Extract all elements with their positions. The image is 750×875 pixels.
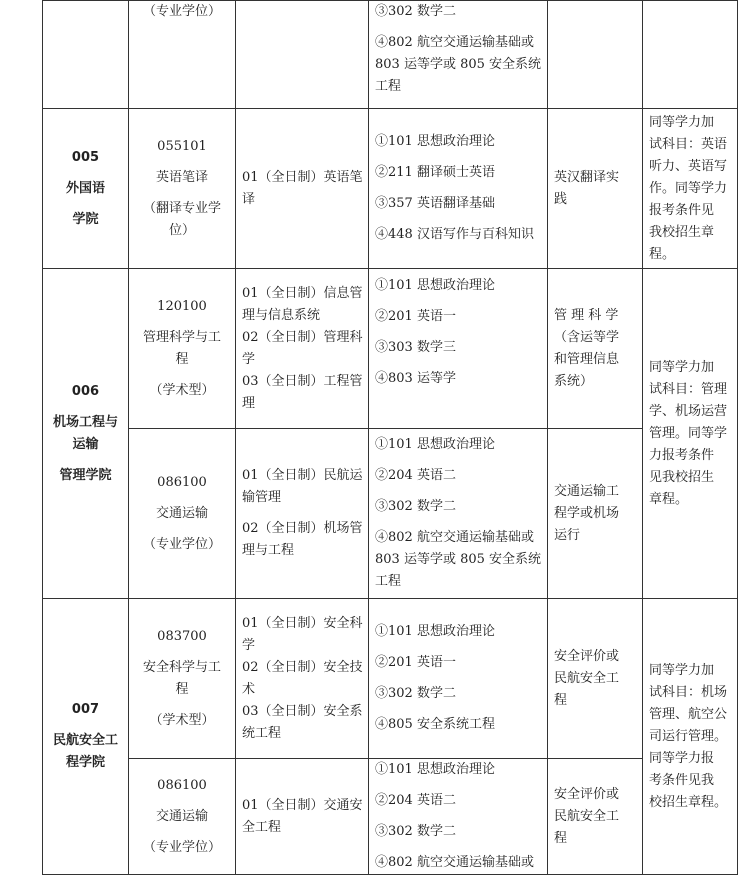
exam-subjects-cell xyxy=(369,429,548,599)
remarks-text: 试科目：机场 xyxy=(649,684,728,700)
direction-cell xyxy=(236,269,369,429)
college-name: 学院 xyxy=(72,211,99,227)
retest-text: 程 xyxy=(554,830,568,846)
major-type: （专业学位） xyxy=(142,4,221,19)
direction-text: 学 xyxy=(242,637,256,653)
exam-subject: ③357 英语翻译基础 xyxy=(375,196,495,211)
major-code: 055101 xyxy=(157,138,207,154)
major-cell xyxy=(129,759,236,875)
direction-cell xyxy=(236,1,369,109)
college-name: 机场工程与 xyxy=(52,414,118,430)
major-code: 120100 xyxy=(157,298,207,314)
major-code: 083700 xyxy=(157,628,207,644)
exam-subject: ③302 数学二 xyxy=(375,686,456,701)
college-cell xyxy=(43,269,129,599)
college-name: 民航安全工 xyxy=(52,733,118,748)
direction-text: 理与信息系统 xyxy=(242,307,321,323)
table-row xyxy=(43,599,738,759)
exam-subjects-cell xyxy=(369,269,548,429)
exam-subject: ③302 数学二 xyxy=(375,4,456,19)
retest-text: 运行 xyxy=(554,527,581,543)
exam-subject: ④802 航空交通运输基础或 xyxy=(375,35,534,50)
major-type: （专业学位） xyxy=(142,839,221,855)
remarks-text: 力报考条件 xyxy=(649,447,715,463)
direction-text: 03（全日制）工程管 xyxy=(242,373,363,389)
table-row xyxy=(43,269,738,429)
college-code: 006 xyxy=(71,383,100,399)
retest-text: 程学或机场 xyxy=(554,505,620,521)
major-code: 086100 xyxy=(157,474,207,490)
table-row xyxy=(43,429,738,599)
college-code: 007 xyxy=(71,702,100,717)
remarks-cell xyxy=(643,1,738,109)
exam-subject: ②204 英语二 xyxy=(375,468,456,483)
exam-subject: 工程 xyxy=(375,79,402,94)
college-cell xyxy=(43,599,129,875)
retest-text: 民航安全工 xyxy=(554,670,620,686)
direction-text: 术 xyxy=(242,681,256,697)
exam-subject: ①101 思想政治理论 xyxy=(375,278,495,293)
college-cell xyxy=(43,1,129,109)
direction-cell xyxy=(236,429,369,599)
direction-text: 02（全日制）安全技 xyxy=(242,659,363,675)
retest-text: 安全评价或 xyxy=(554,648,620,664)
exam-subject: ④805 安全系统工程 xyxy=(375,717,495,732)
direction-text: 理与工程 xyxy=(242,543,295,558)
retest-text: （含运等学 xyxy=(554,329,620,345)
college-name: 运输 xyxy=(72,436,99,452)
direction-text: 01（全日制）民航运 xyxy=(242,468,363,483)
exam-subjects-cell xyxy=(369,759,548,875)
remarks-text: 同等学力加 xyxy=(649,114,715,130)
major-type: （翻译专业学 xyxy=(142,200,221,216)
retest-text: 交通运输工 xyxy=(554,483,620,499)
major-name: 交通运输 xyxy=(155,808,208,824)
major-cell xyxy=(129,109,236,269)
major-name: 程 xyxy=(175,351,189,367)
remarks-text: 司运行管理。 xyxy=(649,728,728,744)
retest-cell xyxy=(548,1,643,109)
exam-subject: ③302 数学二 xyxy=(375,824,456,839)
college-cell xyxy=(43,109,129,269)
remarks-cell xyxy=(643,109,738,269)
direction-text: 01（全日制）安全科 xyxy=(242,615,363,631)
exam-subject: ④802 航空交通运输基础或 xyxy=(375,530,534,545)
retest-text: 安全评价或 xyxy=(554,786,620,802)
exam-subject: ③302 数学二 xyxy=(375,499,456,514)
direction-cell xyxy=(236,109,369,269)
direction-text: 统工程 xyxy=(242,725,282,741)
table-row xyxy=(43,109,738,269)
retest-cell xyxy=(548,109,643,269)
remarks-text: 听力、英语写 xyxy=(649,158,728,174)
exam-subject: ②201 英语一 xyxy=(375,309,456,324)
remarks-text: 校招生章程。 xyxy=(649,794,728,810)
table-row xyxy=(43,1,738,109)
retest-text: 和管理信息 xyxy=(554,351,620,367)
college-name: 管理学院 xyxy=(59,467,112,483)
retest-cell xyxy=(548,759,643,875)
major-type: 位） xyxy=(168,222,195,238)
direction-text: 01（全日制）信息管 xyxy=(242,285,363,301)
direction-text: 02（全日制）管理科 xyxy=(242,329,363,345)
exam-subject: ①101 思想政治理论 xyxy=(375,762,495,777)
remarks-text: 管理、航空公 xyxy=(649,706,728,722)
direction-cell xyxy=(236,759,369,875)
major-cell xyxy=(129,599,236,759)
major-cell xyxy=(129,429,236,599)
exam-subjects-cell xyxy=(369,109,548,269)
retest-text: 英汉翻译实 xyxy=(554,169,620,185)
direction-text: 02（全日制）机场管 xyxy=(242,521,363,536)
exam-subject: ①101 思想政治理论 xyxy=(375,437,495,452)
retest-text: 管 理 科 学 xyxy=(554,307,619,323)
remarks-text: 考条件见我 xyxy=(649,772,715,788)
exam-subject: ②204 英语二 xyxy=(375,793,456,808)
remarks-text: 章程。 xyxy=(649,491,689,507)
direction-text: 学 xyxy=(242,351,256,367)
exam-subject: ①101 思想政治理论 xyxy=(375,134,495,149)
remarks-text: 同等学力加 xyxy=(649,359,715,375)
direction-cell xyxy=(236,599,369,759)
direction-text: 理 xyxy=(242,395,256,411)
college-name: 外国语 xyxy=(65,180,105,196)
direction-text: 01（全日制）交通安 xyxy=(242,797,363,813)
retest-text: 系统） xyxy=(554,373,594,389)
major-type: （学术型） xyxy=(149,712,215,728)
exam-subject: ②211 翻译硕士英语 xyxy=(375,165,495,180)
remarks-text: 试科目：管理 xyxy=(649,381,728,397)
remarks-cell xyxy=(643,269,738,599)
direction-text: 译 xyxy=(242,191,256,207)
remarks-text: 报考条件见 xyxy=(649,202,715,218)
retest-cell xyxy=(548,429,643,599)
admissions-table xyxy=(42,0,738,875)
exam-subject: ④448 汉语写作与百科知识 xyxy=(375,227,534,242)
exam-subject: 工程 xyxy=(375,574,402,589)
retest-cell xyxy=(548,269,643,429)
direction-text: 输管理 xyxy=(242,490,282,505)
remarks-text: 试科目：英语 xyxy=(649,136,728,152)
college-name: 程学院 xyxy=(65,755,105,770)
exam-subject: 803 运等学或 805 安全系统 xyxy=(375,552,542,567)
direction-text: 01（全日制）英语笔 xyxy=(242,169,363,185)
major-name: 管理科学与工 xyxy=(142,329,221,345)
major-name: 程 xyxy=(175,681,189,697)
direction-text: 全工程 xyxy=(242,819,282,835)
exam-subject: ③303 数学三 xyxy=(375,340,456,355)
retest-text: 践 xyxy=(554,191,568,207)
retest-text: 程 xyxy=(554,692,568,708)
exam-subjects-cell xyxy=(369,1,548,109)
remarks-text: 程。 xyxy=(649,246,676,262)
exam-subject: ④803 运等学 xyxy=(375,371,456,386)
exam-subject: ④802 航空交通运输基础或 xyxy=(375,855,534,870)
major-name: 安全科学与工 xyxy=(142,659,221,675)
remarks-cell xyxy=(643,599,738,875)
major-name: 交通运输 xyxy=(155,505,208,521)
remarks-text: 作。同等学力 xyxy=(649,180,728,196)
retest-cell xyxy=(548,599,643,759)
major-name: 英语笔译 xyxy=(155,169,208,185)
major-cell xyxy=(129,269,236,429)
remarks-text: 同等学力加 xyxy=(649,662,715,678)
college-code: 005 xyxy=(71,149,100,165)
exam-subject: ②201 英语一 xyxy=(375,655,456,670)
direction-text: 03（全日制）安全系 xyxy=(242,703,363,719)
remarks-text: 同等学力报 xyxy=(649,750,715,766)
exam-subject: 803 运等学或 805 安全系统 xyxy=(375,57,542,72)
table-row xyxy=(43,759,738,875)
exam-subject: ①101 思想政治理论 xyxy=(375,624,495,639)
major-cell xyxy=(129,1,236,109)
remarks-text: 管理。同等学 xyxy=(649,425,728,441)
remarks-text: 见我校招生 xyxy=(649,469,715,485)
retest-text: 民航安全工 xyxy=(554,808,620,824)
remarks-text: 学、机场运营 xyxy=(649,403,728,419)
major-type: （学术型） xyxy=(149,382,215,398)
remarks-text: 我校招生章 xyxy=(649,224,715,240)
major-type: （专业学位） xyxy=(142,536,221,552)
major-code: 086100 xyxy=(157,777,207,793)
exam-subjects-cell xyxy=(369,599,548,759)
